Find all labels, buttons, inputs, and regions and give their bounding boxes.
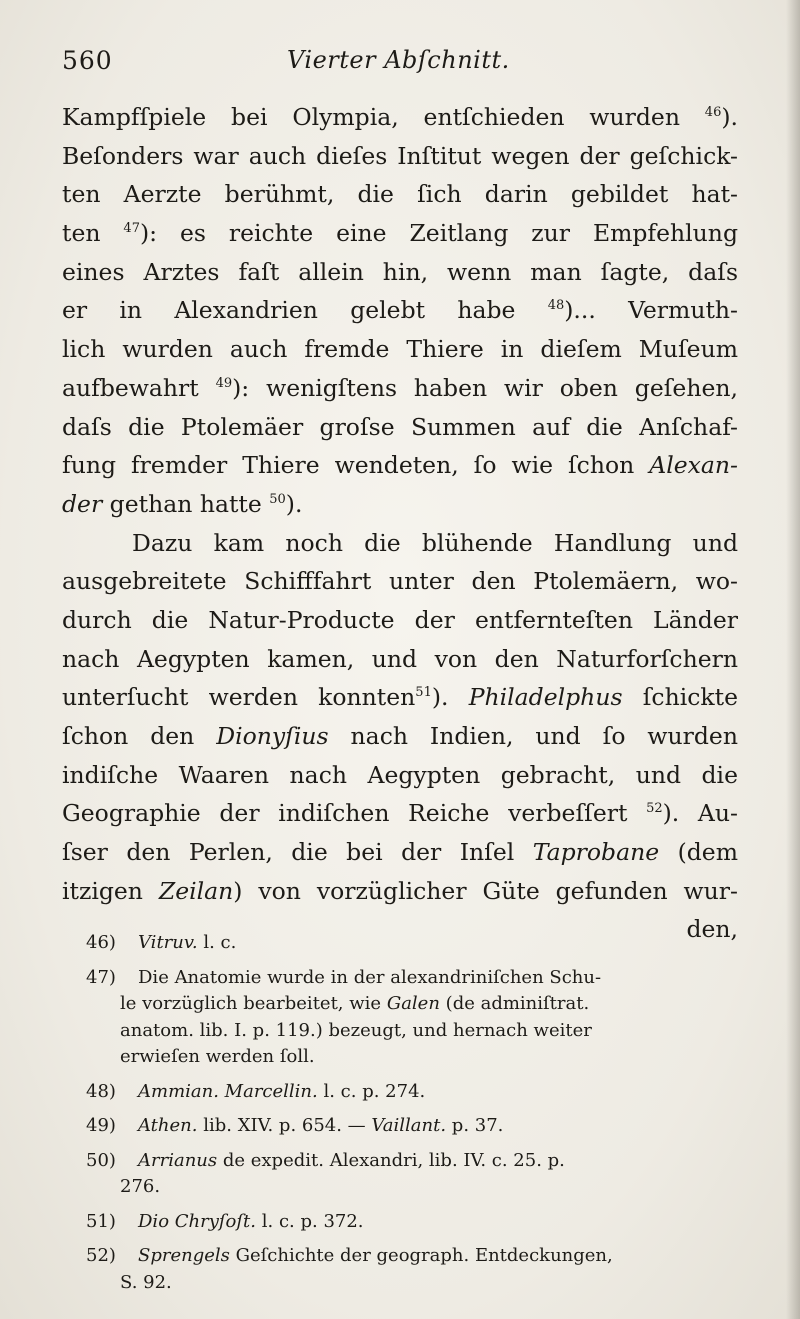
- text-line: [62, 717, 738, 756]
- page-header: [62, 46, 742, 82]
- footnote-citation: Ammian. Marcellin.: [138, 1080, 318, 1102]
- footnote-ref: 51: [415, 685, 432, 701]
- footnote-text: (de adminiſtrat.: [445, 993, 590, 1014]
- footnote-ref: 50: [269, 492, 286, 508]
- footnote-text: le vorzüglich bearbeitet, wie: [120, 993, 382, 1014]
- text-line: [62, 369, 738, 408]
- footnote-citation: Sprengels: [138, 1245, 230, 1266]
- text-line: [62, 794, 738, 833]
- italic-name: der: [62, 489, 103, 518]
- footnote: [86, 1113, 734, 1140]
- footnote-text: l. c. p. 372.: [261, 1210, 364, 1232]
- text-run: ſchickte: [642, 683, 738, 712]
- italic-name: Zeilan: [158, 876, 234, 905]
- text-run: ): wenigſtens haben wir oben geſehen,: [232, 373, 738, 402]
- footnote-ref: 46: [704, 105, 722, 121]
- page-number: 560: [62, 46, 113, 75]
- footnotes: [86, 930, 734, 1304]
- text-run: ).: [721, 103, 738, 131]
- footnote-citation: Vaillant.: [371, 1115, 447, 1136]
- italic-name: Dionyſius: [216, 722, 329, 750]
- text-line: [62, 446, 738, 485]
- text-line: [62, 678, 738, 717]
- footnote-ref: 47: [123, 221, 140, 237]
- text-run: ).: [285, 489, 303, 518]
- text-line: [62, 872, 738, 911]
- footnote-ref: 49: [215, 375, 233, 391]
- text-run: gethan hatte: [109, 489, 262, 518]
- text-line: nach Aegypten kamen, und von den Naturforſchern: [62, 644, 738, 673]
- text-line: eines Arztes faſt allein hin, wenn man ſagte, daſs: [62, 257, 738, 286]
- text-run: ). Au-: [662, 799, 738, 828]
- footnote-ref: 48: [547, 298, 565, 314]
- footnote-number: 46): [86, 932, 116, 953]
- footnote-text: lib. XIV. p. 654. —: [203, 1115, 366, 1136]
- footnote-line: S. 92.: [120, 1271, 172, 1293]
- text-line: indiſche Waaren nach Aegypten gebracht, und die: [62, 760, 738, 789]
- text-line: Dazu kam noch die blühende Handlung und: [132, 528, 738, 557]
- italic-name: Alexan-: [649, 451, 738, 480]
- footnote: [86, 1079, 734, 1106]
- footnote-text: de expedit. Alexandri, lib. IV. c. 25. p.: [222, 1149, 565, 1171]
- footnote-text: l. c. p. 274.: [323, 1080, 426, 1102]
- running-title: Vierter Abſchnitt.: [287, 46, 510, 74]
- footnote-number: 49): [86, 1115, 116, 1136]
- text-line: [62, 98, 738, 137]
- footnote-ref: 52: [646, 801, 663, 817]
- footnote: [86, 1209, 734, 1236]
- text-line: Beſonders war auch dieſes Inſtitut wegen der geſchick-: [62, 141, 738, 170]
- text-run: ) von vorzüglicher Güte gefunden wur-: [233, 876, 738, 905]
- footnote: [86, 965, 734, 1071]
- text-run: er in Alexandrien gelebt habe: [62, 296, 516, 325]
- footnote-text: l. c.: [203, 932, 237, 953]
- text-run: Geographie der indiſchen Reiche verbeſſert: [62, 799, 628, 828]
- footnote-citation: Galen: [386, 993, 440, 1014]
- footnote-citation: Athen.: [138, 1115, 198, 1136]
- text-line: lich wurden auch fremde Thiere in dieſem Muſeum: [62, 335, 738, 364]
- text-line: [62, 833, 738, 872]
- page-edge-shadow: [786, 0, 800, 1319]
- text-line: durch die Natur-Producte der entfernteſten Länder: [62, 605, 738, 634]
- footnote-number: 47): [86, 966, 116, 988]
- footnote-citation: Vitruv.: [138, 932, 198, 953]
- footnote-text: Die Anatomie wurde in der alexandriniſchen Schu-: [138, 966, 602, 988]
- footnote: [86, 1148, 734, 1201]
- text-line: ten Aerzte berühmt, die ſich darin gebildet hat-: [62, 180, 738, 209]
- text-run: (dem: [677, 838, 738, 867]
- footnote-line: [86, 991, 734, 1018]
- text-run: ſser den Perlen, die bei der Inſel: [62, 838, 515, 867]
- footnote-line: 276.: [120, 1176, 161, 1197]
- text-run: )... Vermuth-: [564, 296, 738, 325]
- text-run: Kampfſpiele bei Olympia, entſchieden wurden: [62, 103, 680, 131]
- text-run: ): es reichte eine Zeitlang zur Empfehlung: [139, 219, 738, 248]
- footnote-text: Geſchichte der geograph. Entdeckungen,: [235, 1245, 613, 1266]
- text-line: daſs die Ptolemäer groſse Summen auf die Anſchaf-: [62, 412, 738, 441]
- footnote-number: 48): [86, 1080, 116, 1102]
- footnote-number: 50): [86, 1149, 116, 1171]
- text-run: fung fremder Thiere wendeten, ſo wie ſchon: [62, 451, 635, 480]
- text-run: aufbewahrt: [62, 373, 199, 402]
- text-run: unterſucht werden konnten: [62, 683, 416, 712]
- catchword: den,: [686, 915, 738, 944]
- text-line: ausgebreitete Schifffahrt unter den Ptolemäern, wo-: [62, 567, 738, 596]
- footnote-number: 51): [86, 1210, 116, 1232]
- text-run: ten: [62, 219, 101, 248]
- text-line: [62, 485, 738, 524]
- footnote: [86, 1243, 734, 1296]
- text-run: ſchon den: [62, 722, 195, 750]
- footnote-line: erwieſen werden ſoll.: [120, 1046, 315, 1067]
- italic-name: Taprobane: [532, 838, 660, 867]
- italic-name: Philadelphus: [468, 683, 623, 712]
- footnote-citation: Arrianus: [138, 1149, 218, 1171]
- text-run: ).: [431, 683, 449, 712]
- footnote-text: p. 37.: [451, 1115, 504, 1136]
- footnote-citation: Dio Chryſoſt.: [138, 1210, 257, 1232]
- footnote-line: anatom. lib. I. p. 119.) bezeugt, und hernach weiter: [120, 1019, 592, 1041]
- footnote-number: 52): [86, 1245, 116, 1266]
- body-text: [62, 98, 738, 949]
- text-run: nach Indien, und ſo wurden: [350, 722, 738, 750]
- text-line: [62, 291, 738, 330]
- text-run: itzigen: [62, 876, 143, 905]
- text-line: [62, 214, 738, 253]
- footnote: [86, 930, 734, 957]
